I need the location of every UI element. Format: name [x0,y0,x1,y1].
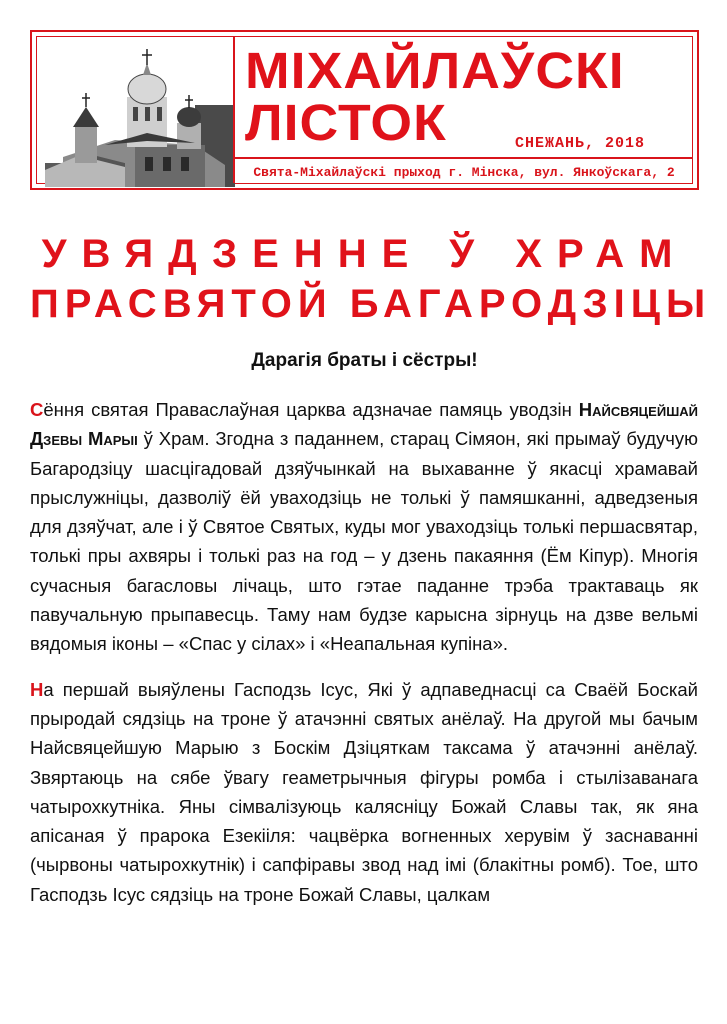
headline-line2: ПРАСВЯТОЙ БАГАРОДЗІЦЫ [30,282,712,326]
newsletter-title [245,42,707,151]
issue-date: СНЕЖАНЬ, 2018 [515,135,646,152]
drop-initial: Н [30,678,44,700]
paragraph-text: а першай выяўлены Гасподзь Ісус, Які ў адпаведнасці са Сваёй Боскай прыродай сядзіць на троне ў атачэнні святых анёлаў. На другой мы бачым Найсвяцейшую Марыю з Боскім Дзіцяткам таксама ў атачэнні анёлаў. Звяртаюць на сябе ўвагу геаметрычныя фігуры ромба і стылізаванага чатырохкутніка. Яны сімвалізуюць калясніцу Божай Славы так, як яна апісаная ў прарока Езекііля: чацвёрка вогненных херувім ў заснаванні (чырвоны чатырохкутнік) і сапфіравы звод над імі (блакітны ромб). Тое, што Гасподзь Ісус сядзіць на троне Божай Славы, цалкам [30,678,698,905]
article-headline [30,229,712,329]
church-icon [45,45,235,187]
paragraph-text: ёння святая Праваслаўная царква адзначае памяць уводзін [43,399,572,420]
paragraph-1 [30,395,698,659]
drop-initial: С [30,399,44,420]
masthead-divider-horizontal [233,157,692,159]
emphasis-text: Найсвяцейшай Дзевы Марыі [30,399,698,450]
parish-address: Свята-Міхайлаўскі прыход г. Мінска, вул. Янкоўскага, 2 [253,165,675,180]
masthead-frame [36,36,693,184]
paragraph-2 [30,675,698,909]
paragraph-text: ў Храм. Згодна з паданнем, старац Сімяон, які прымаў будучую Багародзіцу шасцігадовай дзяўчынкай на выхаванне ў якасці храмавай прыслужніцы, дазволіў ёй уваходзіць не толькі ў памяшканні, адведзеныя для дзяўчат, але і ў Святое Святых, куды мог уваходзіць толькі першасвятар, толькі пры ахвяры і толькі раз на год – у дзень пакаяння (Ём Кіпур). Многія сучасныя багасловы лічаць, што гэтае паданне трэба трактаваць як павучальную прыпавесць. Таму нам будзе карысна зірнуць на дзве вельмі вядомыя іконы – «Спас у сілах» і «Неапальная купіна». [30,428,699,655]
headline-line1: УВЯДЗЕННЕ Ў ХРАМ [41,232,688,276]
newsletter-title-line2: ЛІСТОК [245,94,447,151]
masthead [30,30,699,190]
masthead-divider-vertical [233,37,235,183]
greeting: Дарагія браты і сёстры! [251,350,478,371]
article-body [30,395,698,925]
newsletter-title-line1: МІХАЙЛАЎСКІ [245,42,625,99]
